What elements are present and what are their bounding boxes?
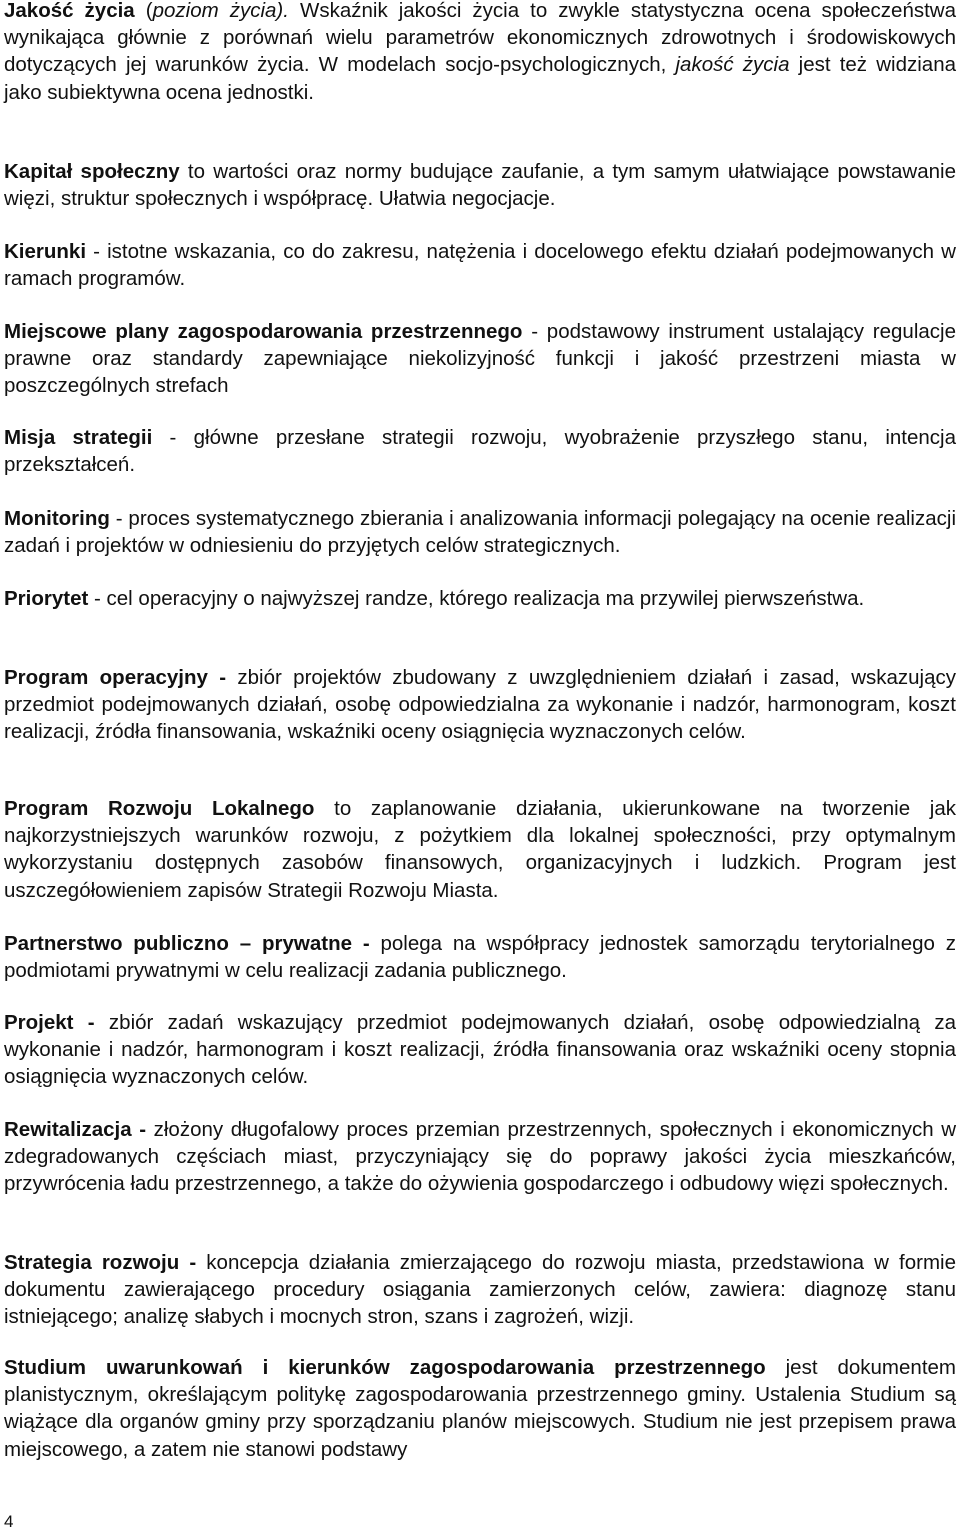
glossary-entry-program-operacyjny [4, 664, 956, 746]
entry-term: Jakość życia [4, 0, 135, 22]
entry-term: Partnerstwo publiczno – prywatne - [4, 932, 370, 955]
glossary-entry-kierunki [4, 238, 956, 292]
entry-term: Priorytet [4, 587, 89, 610]
glossary-entry-jakosc-zycia [4, 0, 956, 106]
entry-term: Kapitał społeczny [4, 160, 180, 183]
glossary-entry-projekt [4, 1009, 956, 1091]
glossary-entry-miejscowe-plany [4, 318, 956, 400]
entry-term: Miejscowe plany zagospodarowania przestrzennego [4, 320, 523, 343]
entry-definition: - podstawowy instrument ustalający regulacje prawne oraz standardy zapewniające niekolizyjność funkcji i jakość przestrzeni miasta w poszczególnych strefach [4, 320, 956, 398]
entry-term: Misja strategii [4, 426, 153, 449]
entry-term: Program Rozwoju Lokalnego [4, 797, 315, 820]
entry-definition: jest dokumentem planistycznym, określającym politykę zagospodarowania przestrzennego gminy. Ustalenia Studium są wiążące dla organów gminy przy sporządzaniu planów miejscowych. Studium nie jest przepisem prawa miejscowego, a zatem nie stanowi podstawy [4, 1356, 956, 1461]
glossary-entry-rewitalizacja [4, 1116, 956, 1198]
entry-definition: zbiór zadań wskazujący przedmiot podejmowanych działań, osobę odpowiedzialną za wykonanie i nadzór, harmonogram i koszt realizacji, źródła finansowania oraz wskaźniki oceny stopnia osiągnięcia wyznaczonych celów. [4, 1011, 956, 1089]
entry-definition: - cel operacyjny o najwyższej randze, którego realizacja ma przywilej pierwszeństwa. [88, 587, 865, 610]
entry-definition: złożony długofalowy proces przemian przestrzennych, społecznych i ekonomicznych w zdegradowanych częściach miast, przyczyniający się do poprawy jakości życia mieszkańców, przywrócenia ładu przestrzennego, a także do ożywienia gospodarczego i odbudowy więzi społecznych. [4, 1118, 956, 1196]
glossary-entry-studium [4, 1354, 956, 1463]
entry-definition: to wartości oraz normy budujące zaufanie, a tym samym ułatwiające powstawanie więzi, struktur społecznych i współpracę. Ułatwia negocjacje. [4, 160, 956, 211]
entry-definition: to zaplanowanie działania, ukierunkowane na tworzenie jak najkorzystniejszych warunków rozwoju, z pożytkiem dla lokalnej społeczności, przy optymalnym wykorzystaniu dostępnych zasobów finansowych, organizacyjnych i ludzkich. Program jest uszczegółowieniem zapisów Strategii Rozwoju Miasta. [4, 797, 956, 902]
entry-definition: - proces systematycznego zbierania i analizowania informacji polegający na ocenie realizacji zadań i projektów w odniesieniu do przyjętych celów strategicznych. [4, 507, 956, 558]
entry-definition: zbiór projektów zbudowany z uwzględnieniem działań i zasad, wskazujący przedmiot podejmowanych działań, osobę odpowiedzialna za wykonanie i nadzór, harmonogram, koszt realizacji, źródła finansowania, wskaźniki oceny osiągnięcia wyznaczonych celów. [4, 666, 957, 744]
entry-term: Kierunki [4, 240, 87, 263]
glossary-entry-priorytet [4, 585, 956, 612]
entry-definition-tail: jest też widziana jako subiektywna ocena jednostki. [4, 53, 956, 104]
glossary-entry-partnerstwo-publiczno-prywatne [4, 930, 956, 984]
glossary-entry-misja-strategii [4, 424, 956, 478]
entry-definition: Wskaźnik jakości życia to zwykle statystyczna ocena społeczeństwa wynikająca głównie z porównań wielu parametrów ekonomicznych zdrowotnych i środowiskowych dotyczących jej warunków życia. W modelach socjo-psychologicznych, [4, 0, 957, 77]
entry-term: Program operacyjny - [4, 666, 227, 689]
entry-term-note: poziom życia). [152, 0, 289, 22]
page-number: 4 [4, 1512, 14, 1531]
glossary-entry-kapital-spoleczny [4, 158, 956, 212]
entry-definition: polega na współpracy jednostek samorządu terytorialnego z podmiotami prywatnymi w celu realizacji zadania publicznego. [4, 932, 956, 983]
entry-term: Rewitalizacja - [4, 1118, 147, 1141]
glossary-entry-program-rozwoju-lokalnego [4, 795, 956, 904]
entry-term: Monitoring [4, 507, 110, 530]
entry-definition: - istotne wskazania, co do zakresu, natężenia i docelowego efektu działań podejmowanych w ramach programów. [4, 240, 956, 291]
entry-definition: koncepcja działania zmierzającego do rozwoju miasta, przedstawiona w formie dokumentu zawierającego procedury osiągania zamierzonych celów, zawiera: diagnozę stanu istniejącego; analizę słabych i mocnych stron, szans i zagrożeń, wizji. [4, 1251, 956, 1329]
entry-term: Strategia rozwoju - [4, 1251, 197, 1274]
entry-definition: - główne przesłane strategii rozwoju, wyobrażenie przyszłego stanu, intencja przekształceń. [4, 426, 956, 477]
entry-term: Projekt - [4, 1011, 95, 1034]
entry-paren: ( [134, 0, 153, 22]
entry-term: Studium uwarunkowań i kierunków zagospodarowania przestrzennego [4, 1356, 766, 1379]
glossary-entry-strategia-rozwoju [4, 1249, 956, 1331]
glossary-entry-monitoring [4, 505, 956, 559]
entry-inline-italic: jakość życia [675, 53, 790, 77]
